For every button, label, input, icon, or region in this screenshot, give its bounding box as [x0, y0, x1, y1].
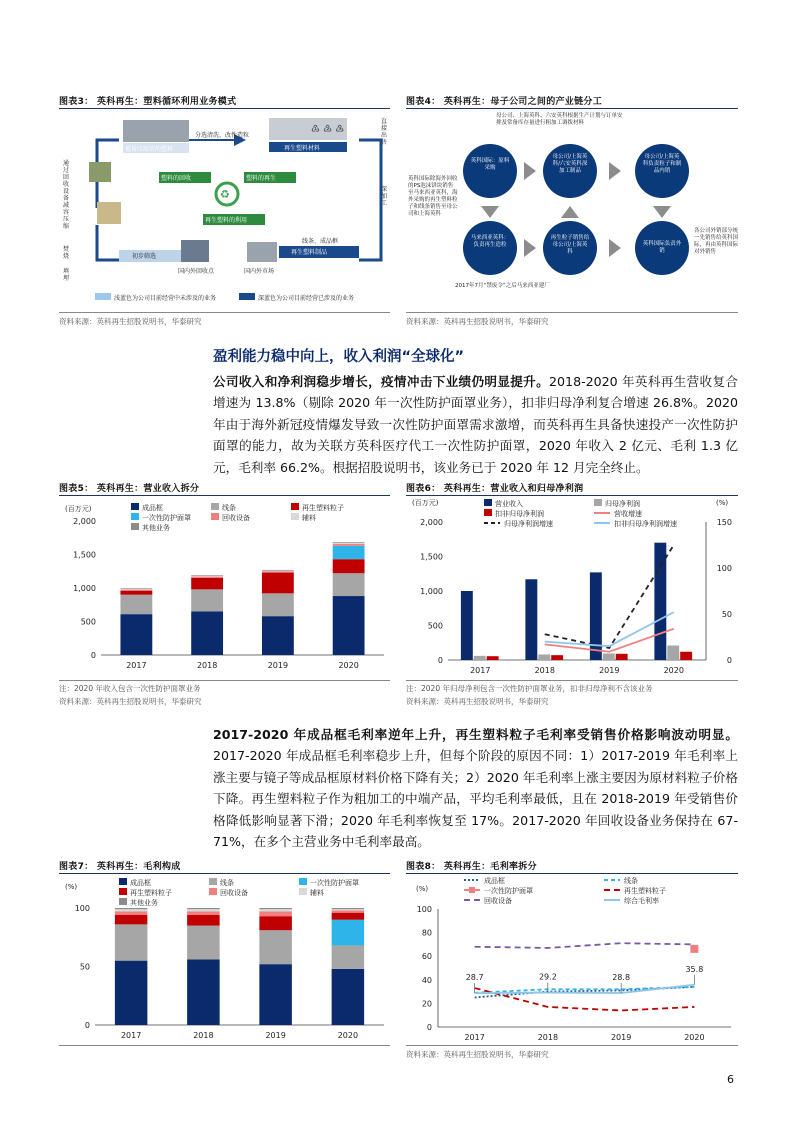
fig7-svg-legend-label-2: 一次性防护面罩: [310, 879, 359, 887]
fig3-legend-light: 浅蓝色为公司目前经营中未涉及的业务: [114, 295, 217, 302]
fig7-svg-bar-2020-6: [332, 908, 365, 909]
fig7-svg-legend-label-0: 成品框: [130, 879, 151, 887]
fig3-label-clean: 分选清洗、改性造粒: [195, 132, 250, 139]
fig3-loop-right-down: [359, 140, 381, 260]
fig7-svg-bar-2020-0: [332, 969, 365, 1025]
fig4-bottom-note: 2017年7月“禁废令”之后马来西亚建厂: [455, 283, 550, 289]
fig5-svg-bar-2017-0: [120, 614, 152, 655]
fig3-label-deep: 深加工: [381, 186, 388, 207]
paragraph-1-body: 2018-2020 年英科再生营收复合增速为 13.8%（剔除 2020 年一次性防护面罩业务），扣非归母净利复合增速 26.8%。2020 年由于海外新冠疫情爆发导致一次性防护面罩需求激增，而英科再生具备快速投产一次性防护面罩的能力，故为关联方英科医疗代工一次性防护面罩，2020 年收入 2 亿元、毛利 1.3 亿元，毛利率 66.2%。根据招股说明书，该业务已于 2020 年 12 月完全终止。: [213, 374, 738, 475]
fig5-svg-legend-label-5: 辅料: [302, 514, 316, 522]
fig3-label-compressed: 褪昏压缩后的塑料: [125, 146, 174, 153]
fig7-svg-bar-2017-0: [115, 961, 148, 1025]
fig4-c2-label: 母公司/上海英科/六安英科深加工制品: [552, 154, 588, 174]
fig7-svg-bar-2020-3: [332, 913, 365, 920]
fig5-title: 图表5： 英科再生：营业收入拆分: [59, 484, 200, 494]
fig5-svg-xtick-3: 2020: [338, 661, 359, 670]
fig5-svg-bar-2020-1: [333, 573, 365, 596]
fig8-xtick-2: 2019: [610, 1033, 632, 1042]
fig6-ytick-right-1: 50: [721, 610, 732, 619]
fig6-source: 资料来源：英科再生招股说明书，华泰研究: [406, 697, 549, 706]
fig3-label-recover: 塑料的回收: [161, 175, 192, 182]
fig3-label-burn: 焚烧: [63, 246, 70, 260]
fig4-source: 资料来源：英科再生招股说明书，华泰研究: [406, 317, 549, 326]
fig6-bar-2018-0: [525, 579, 537, 660]
fig7-svg-ytick-2: 100: [74, 904, 90, 913]
fig5-svg-bar-2019-4: [262, 571, 294, 572]
fig5-svg-ytick-0: 0: [90, 651, 96, 660]
fig5-svg-legend-label-6: 其他业务: [142, 524, 170, 532]
fig7-svg-xtick-1: 2018: [193, 1031, 214, 1040]
fig5-svg-bar-2020-0: [333, 596, 365, 655]
fig7-svg-ytick-0: 0: [84, 1021, 90, 1030]
fig5-svg-legend-swatch-4: [211, 513, 219, 520]
fig6-legend-label-1: 归母净利润: [605, 500, 640, 508]
fig5-svg-legend-swatch-2: [291, 503, 299, 510]
fig7-svg-legend-swatch-2: [299, 878, 307, 885]
fig7-svg-legend-label-5: 辅料: [310, 889, 324, 897]
fig3-label-market: 国内外市场: [244, 268, 275, 275]
fig4-left-note: 英科国际除海外回收的PS泡沫饼块销售至马来西亚英科，海外采购的再生塑料粒子和线条销售至母公司和上海英科: [408, 176, 458, 217]
fig7-svg-bar-2018-6: [187, 908, 220, 909]
fig8-legend-label-5: 综合毛利率: [624, 897, 659, 905]
fig6-note: 注：2020 年归母净利包含一次性防护面罩业务，扣非归母净利不含该业务: [406, 684, 653, 693]
fig7-svg-legend-swatch-6: [119, 898, 127, 905]
fig3-label-products: 再生塑料制品: [291, 249, 328, 256]
fig6-bar-2018-1: [538, 654, 550, 660]
fig8-ytick-0: 0: [426, 1023, 432, 1032]
fig5-svg-bar-2020-4: [333, 544, 365, 546]
fig3-label-domestic: 国内外回收点: [178, 268, 215, 275]
paragraph-2: [213, 724, 738, 852]
fig6-bottom-rule: [406, 680, 738, 681]
fig8-ylabel: (%): [416, 885, 429, 893]
fig6-ytick-left-1: 500: [427, 621, 443, 631]
fig4-arrow-right-2: [609, 162, 621, 180]
fig6-legend-label-4: 归母净利润增速: [504, 520, 553, 528]
fig7-svg-bar-2017-1: [115, 924, 148, 960]
fig4-arrow-up-2: [561, 206, 579, 218]
fig7-svg-bar-2018-0: [187, 959, 220, 1025]
fig7-svg-bar-2019-3: [259, 916, 292, 930]
fig3-label-direct: 直接出售: [381, 118, 388, 146]
fig3-photo-machine1: [89, 162, 111, 182]
fig4-arrow-down-1: [481, 206, 499, 218]
fig5-svg-legend-label-2: 再生塑料粒子: [302, 504, 344, 512]
fig6-ytick-left-0: 0: [437, 656, 443, 665]
fig5-svg-xtick-0: 2017: [126, 661, 147, 670]
fig5-note: 注：2020 年收入包含一次性防护面罩业务: [59, 684, 201, 693]
fig4-c1-label: 英科国际：原料采购: [470, 158, 510, 171]
fig7-svg-xtick-0: 2017: [120, 1031, 142, 1040]
fig7-svg-bar-2018-1: [187, 926, 220, 960]
fig5-svg-bar-2017-2: [120, 591, 152, 595]
fig7-svg-bar-2018-5: [187, 909, 220, 911]
fig6-bar-2017-2: [487, 656, 499, 660]
fig6-title: 图表6： 英科再生：营业收入和归母净利润: [406, 484, 584, 494]
fig3-label-use: 再生塑料的利用: [205, 217, 248, 224]
fig4-c3-label: 母公司/上海英科负责粒子和制品内销: [642, 154, 682, 174]
fig4-c5-label: 再生粒子销售给母公司/上海英科: [550, 235, 590, 255]
fig8-data-label-3: 35.8: [685, 964, 704, 974]
fig3-diagram: [59, 110, 390, 312]
fig7-svg-bar-2020-5: [332, 909, 365, 910]
fig7-svg-legend-swatch-1: [209, 878, 217, 885]
fig6-bar-2017-1: [474, 656, 486, 660]
fig8-source: 资料来源：英科再生招股说明书，华泰研究: [406, 1050, 549, 1059]
fig5-svg-legend-label-4: 回收设备: [222, 514, 250, 522]
fig3-label-landfill: 填埋: [63, 268, 70, 282]
fig7-svg-bar-2017-4: [115, 912, 148, 916]
fig5-svg-xtick-1: 2018: [196, 661, 218, 670]
fig5-svg-bar-2018-4: [191, 577, 223, 578]
fig5-svg-legend-swatch-5: [291, 513, 299, 520]
fig6-legend-label-0: 营业收入: [495, 500, 523, 508]
fig3-photo-machine2: [97, 202, 121, 224]
fig6-bar-2017-0: [461, 591, 473, 660]
fig8-legend-label-2: 一次性防护面罩: [484, 887, 533, 895]
fig4-arrow-right-4: [609, 239, 621, 257]
fig3-bottom-rule: [59, 312, 390, 313]
fig7-svg-ytick-1: 50: [79, 962, 90, 972]
fig7-svg-ylabel: (%): [65, 883, 78, 891]
fig7-bottom-rule: [59, 1045, 390, 1046]
fig7-svg-legend-swatch-4: [209, 888, 217, 895]
paragraph-1-lead: 公司收入和净利润稳步增长，疫情冲击下业绩仍明显提升。: [213, 374, 550, 389]
fig5-svg-ytick-3: 1,500: [73, 550, 96, 560]
fig5-svg-ytick-4: 2,000: [73, 517, 96, 526]
fig7-svg-bar-2018-3: [187, 915, 220, 926]
fig8-ytick-5: 100: [416, 905, 432, 914]
fig5-svg-bar-2019-0: [262, 616, 294, 655]
paragraph-2-lead: 2017-2020 年成品框毛利率逆年上升，再生塑料粒子毛利率受销售价格影响波动明显。: [213, 727, 738, 742]
fig6-ytick-right-3: 150: [716, 518, 732, 527]
fig4-arrow-right-1: [524, 162, 536, 180]
fig3-label-pre: 初步筛选: [132, 253, 157, 260]
fig8-legend-label-0: 成品框: [484, 877, 505, 885]
fig8-xtick-0: 2017: [464, 1033, 485, 1042]
fig5-svg-xtick-2: 2019: [267, 661, 289, 670]
fig7-svg-bar-2017-5: [115, 909, 148, 911]
fig7-svg-bar-2018-4: [187, 912, 220, 916]
fig8-legend-label-3: 再生塑料粒子: [624, 887, 666, 895]
fig6-legend-label-5: 扣非归母净利润增速: [614, 520, 677, 528]
fig7-top-rule: [59, 873, 390, 874]
fig6-xtick-2: 2019: [599, 666, 620, 675]
fig5-svg-bar-2020-3: [333, 546, 365, 559]
fig7-svg-bar-2017-3: [115, 915, 148, 924]
fig8-line-3: [475, 988, 695, 1010]
fig6-bar-2018-2: [551, 655, 563, 660]
recycle-arrow-icon: ♻: [220, 188, 230, 201]
paragraph-2-body: 2017-2020 年成品框毛利率稳步上升，但每个阶段的原因不同：1）2017-2019 年毛利率上涨主要与镜子等成品框原材料价格下降有关；2）2020 年毛利率上涨主要因为原材料粒子价格下降。再生塑料粒子作为粗加工的中端产品，平均毛利率最低，且在 2018-2019 年受销售价格降低影响显著下滑；2020 年毛利率恢复至 17%。2017-2020 年回收设备业务保持在 67-71%，在多个主营业务中毛利率最高。: [213, 748, 738, 850]
fig8-data-label-2: 28.8: [612, 973, 631, 983]
fig5-svg-ylabel: (百万元): [65, 505, 92, 513]
fig5-svg-bar-2018-5: [191, 576, 223, 577]
fig7-svg-legend-swatch-3: [119, 888, 127, 895]
fig8-legend-label-1: 线条: [624, 877, 638, 885]
fig6-legend-label-2: 扣非归母净利润: [495, 510, 544, 518]
fig5-svg-bar-2019-5: [262, 571, 294, 572]
fig3-top-rule: [59, 108, 390, 109]
fig4-top-rule: [406, 108, 738, 109]
fig4-top-note: 母公司、上海英科、六安英科根据生产计划与订单安排及常备库存量进行粗加工调拨材料: [496, 113, 623, 126]
fig5-svg-legend-label-1: 线条: [222, 504, 236, 512]
fig8-top-rule: [406, 873, 738, 874]
fig6-bar-2020-2: [680, 652, 692, 660]
fig7-svg-legend-label-6: 其他业务: [130, 899, 158, 907]
fig7-svg-xtick-2: 2019: [265, 1031, 286, 1040]
fig5-svg-legend-swatch-1: [211, 503, 219, 510]
fig3-label-lines: 线条、成品框: [302, 238, 339, 245]
fig3-legend-light-swatch: [95, 293, 111, 300]
fig6-bar-2019-2: [616, 654, 628, 660]
fig4-c4-label: 马来西亚英科：负责再生造粒: [470, 235, 510, 248]
fig5-svg-bar-2017-4: [120, 590, 152, 591]
fig7-svg-xtick-3: 2020: [337, 1031, 359, 1040]
fig3-source: 资料来源：英科再生招股说明书，华泰研究: [59, 317, 202, 326]
fig6-ytick-left-4: 2,000: [420, 518, 443, 527]
fig7-svg-legend-swatch-5: [299, 888, 307, 895]
fig5-svg-legend-swatch-3: [131, 513, 139, 520]
fig3-legend-dark: 深蓝色为公司目前经营已涉及的业务: [258, 295, 355, 302]
fig5-svg-bar-2017-1: [120, 595, 152, 614]
fig6-ytick-left-2: 1,000: [420, 587, 443, 596]
fig5-svg-bar-2017-5: [120, 589, 152, 590]
fig6-bar-2019-1: [603, 653, 615, 660]
fig5-svg-bar-2018-6: [191, 575, 223, 576]
fig4-right-note: 各公司外销部分统一先销售给英科国际，再由英科国际对外销售: [694, 228, 739, 255]
fig8-xtick-1: 2018: [537, 1033, 559, 1042]
fig5-top-rule: [59, 495, 390, 496]
fig4-title: 图表4： 英科再生：母子公司之间的产业链分工: [406, 97, 602, 107]
fig5-svg-bar-2020-5: [333, 543, 365, 544]
fig6-ytick-right-2: 100: [716, 564, 732, 573]
fig7-svg-legend-label-3: 再生塑料粒子: [130, 889, 172, 897]
fig7-svg-bar-2019-0: [259, 964, 292, 1025]
market-photo: [247, 242, 277, 262]
fig7-svg-bar-2020-2: [332, 920, 365, 946]
fig4-arrow-right-3: [524, 239, 536, 257]
fig8-ytick-3: 60: [421, 952, 432, 962]
fig8-data-label-1: 29.2: [538, 972, 557, 982]
fig5-svg-legend-label-3: 一次性防护面罩: [142, 514, 191, 522]
fig8-chart: [406, 875, 738, 1045]
fig8-line-5: [475, 985, 695, 993]
fig4-c6-label: 英科国际负责外销: [642, 241, 682, 254]
fig5-svg-ytick-2: 1,000: [73, 584, 96, 593]
fig5-svg-bar-2018-0: [191, 611, 223, 655]
fig7-svg-bar-2019-4: [259, 912, 292, 917]
fig5-svg-bar-2020-6: [333, 542, 365, 543]
fig7-svg-legend-label-4: 回收设备: [220, 889, 248, 897]
page-number: 6: [727, 1073, 734, 1086]
fig7-svg-legend-label-1: 线条: [220, 879, 234, 887]
fig5-svg-bar-2018-1: [191, 589, 223, 611]
fig5-svg-bar-2019-6: [262, 570, 294, 571]
fig8-ytick-2: 40: [421, 975, 432, 985]
fig3-title: 图表3： 英科再生：塑料循环利用业务模式: [59, 97, 237, 107]
fig6-bar-2020-0: [654, 543, 666, 660]
fig7-chart: [59, 875, 390, 1045]
fig5-svg-bar-2020-2: [333, 559, 365, 573]
fig8-legend-marker-2: [469, 887, 475, 893]
fig5-svg-legend-swatch-0: [131, 503, 139, 510]
fig5-chart: [59, 497, 390, 680]
fig6-chart: [406, 495, 738, 680]
fig7-svg-bar-2019-6: [259, 908, 292, 909]
fig6-legend-label-3: 营收增速: [614, 510, 642, 518]
fig7-svg-bar-2019-1: [259, 930, 292, 964]
fig8-ytick-4: 80: [421, 928, 432, 938]
fig7-svg-bar-2020-4: [332, 910, 365, 912]
section-title: 盈利能力稳中向上，收入利润“全球化”: [213, 349, 465, 365]
fig5-bottom-rule: [59, 680, 390, 681]
fig8-bottom-rule: [406, 1045, 738, 1046]
fig7-svg-bar-2017-6: [115, 908, 148, 909]
fig3-photo-compressed: [123, 120, 189, 142]
fig3-label-left: 通过回收设备减容压缩: [63, 160, 70, 230]
fig3-label-material: 再生塑料材料: [284, 145, 321, 152]
fig6-bar-2020-1: [667, 646, 679, 660]
fig3-legend-dark-swatch: [239, 293, 255, 300]
fig4-arrow-down-3: [653, 206, 671, 218]
fig6-ylabel-left: (百万元): [412, 499, 439, 507]
fig8-xtick-3: 2020: [684, 1033, 705, 1042]
fig7-svg-legend-swatch-0: [119, 878, 127, 885]
paragraph-1: [213, 371, 738, 478]
fig5-source: 资料来源：英科再生招股说明书，华泰研究: [59, 697, 202, 706]
fig5-svg-bar-2018-2: [191, 578, 223, 589]
fig6-ytick-left-3: 1,500: [420, 552, 443, 562]
fig6-ylabel-right: (%): [716, 499, 729, 507]
fig5-svg-bar-2017-6: [120, 588, 152, 589]
fig7-svg-bar-2019-5: [259, 909, 292, 911]
fig8-data-label-0: 28.7: [465, 973, 484, 983]
fig7-svg-bar-2020-1: [332, 945, 365, 968]
fig8-title: 图表8： 英科再生：毛利率拆分: [406, 862, 537, 872]
fig6-xtick-1: 2018: [534, 666, 555, 675]
fig5-svg-ytick-1: 500: [80, 617, 96, 627]
fig6-xtick-3: 2020: [663, 666, 684, 675]
fig4-bottom-rule: [406, 312, 738, 313]
fig8-ytick-1: 20: [421, 999, 432, 1009]
fig8-marker-2-0: [690, 945, 698, 953]
fig6-legend-swatch-0: [484, 499, 492, 506]
fig6-legend-swatch-1: [594, 499, 602, 506]
fig8-legend-label-4: 回收设备: [484, 897, 512, 905]
recycle-symbols-icon: ♳ ♴ ♵: [311, 124, 345, 135]
fig5-svg-legend-label-0: 成品框: [142, 504, 163, 512]
fig6-ytick-right-0: 0: [726, 656, 732, 665]
fig8-line-4: [475, 943, 695, 948]
fig5-svg-bar-2019-1: [262, 593, 294, 616]
fig3-loop-left-bottom: [97, 225, 119, 260]
fig3-label-regen: 塑料的再生: [246, 175, 277, 182]
recycle-bins-icon: [181, 240, 209, 262]
fig6-xtick-0: 2017: [470, 666, 491, 675]
fig5-svg-legend-swatch-6: [131, 523, 139, 530]
fig7-title: 图表7： 英科再生：毛利构成: [59, 862, 181, 872]
fig5-svg-bar-2019-2: [262, 573, 294, 594]
fig6-legend-swatch-2: [484, 509, 492, 516]
